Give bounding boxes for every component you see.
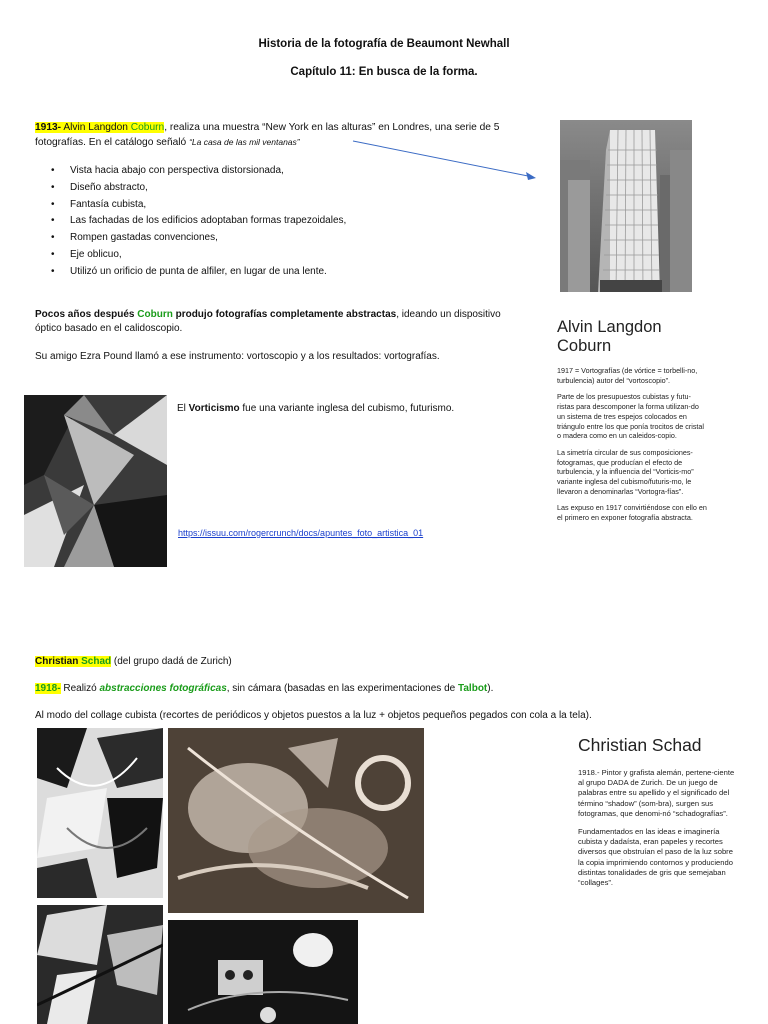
later-text-c: , ideando un dispositivo [396,309,501,320]
list-item: • Diseño abstracto, [35,180,535,197]
sidebar-paragraph: Fundamentados en las ideas e imaginería cubista y dadaísta, eran papeles y recortes diversos que obstruían el paso de la luz sobre la copia imprimiendo contornos y produciendo distintas tonalidades de gris que semejaban “collages”. [578,827,733,888]
schad-group: (del grupo dadá de Zurich) [111,656,232,667]
coburn-last-name: Coburn [130,122,165,133]
sidebar-paragraph: La simetría circular de sus composiciones-fotogramas, que producían el efecto de turbulencia, y la influencia del “Vorticis-mo” variante inglesa del cubismo/futuris-mo, le llevaron a denominarlas “Vortogra-fías”. [557,447,694,496]
vorticism-term: Vorticismo [188,403,240,414]
vort-text-a: El [177,403,189,414]
coburn-skyscraper-photo [560,120,692,292]
schad-collage-line: Al modo del collage cubista (recortes de periódicos y objetos puestos a la luz + objetos pequeños pegados con cola a la tela). [35,710,592,721]
later-coburn-name: Coburn [137,309,173,320]
pound-paragraph: Su amigo Ezra Pound llamó a ese instrumento: vortoscopio y a los resultados: vortografías. [35,351,440,362]
coburn-characteristics-list [35,163,535,281]
schadograph-photo-4 [168,920,358,1024]
schad-first-name: Christian [35,656,79,667]
list-item: • Utilizó un orificio de punta de alfiler, en lugar de una lente. [35,264,535,281]
list-item: • Vista hacia abajo con perspectiva distorsionada, [35,163,535,180]
coburn-sidebar [557,318,707,530]
schad-sidebar-heading: Christian Schad [578,735,702,755]
list-item: • Fantasía cubista, [35,197,535,214]
coburn-abstract-paragraph [35,308,535,336]
sidebar-body [557,366,707,523]
later-text-a: Pocos años después [35,309,138,320]
vorticism-paragraph [177,402,537,416]
list-item: • Rompen gastadas convenciones, [35,230,535,247]
list-item: • Las fachadas de los edificios adoptaban formas trapezoidales, [35,213,535,230]
talbot-name: Talbot [458,683,488,694]
sidebar-paragraph: 1918.- Pintor y grafista alemán, pertene-ciente al grupo DADA de Zurich. De un juego de palabras entre su apellido y el significado del término “shadow” (som-bra), surgen sus fotogramas, que denomi-nó “schadografías”. [578,768,735,818]
chapter-title: Capítulo 11: En busca de la forma. [290,66,478,78]
schad-1918-line [35,682,655,696]
sidebar-heading-line1: Alvin Langdon [557,318,662,336]
coburn-year: 1913- [35,122,62,133]
schadograph-photo-2 [168,728,424,913]
list-item: • Eje oblicuo, [35,247,535,264]
sidebar-paragraph: Las expuso en 1917 convirtiéndose con ello en el primero en exponer fotografía abstracta. [557,503,707,523]
schad-sidebar [578,736,740,895]
schadograph-photo-1 [37,728,163,898]
vort-text-c: fue una variante inglesa del cubismo, futurismo. [239,403,455,414]
catalog-quote: “La casa de las mil ventanas” [189,137,300,147]
schad-abstracciones: abstracciones fotográficas [99,683,227,694]
schad-last-name: Schad [81,656,112,667]
schad-heading-line [35,655,635,669]
sidebar-heading-line2: Coburn [557,337,612,355]
sidebar-paragraph: Parte de los presupuestos cubistas y futu-ristas para descomponer la forma utilizan-do un sistema de tres espejos colocados en triángulo entre los que ponía trocitos de cristal o madera como en un caleidos-copio. [557,392,705,441]
vortograph-photo [24,395,167,567]
coburn-catalog-line: fotografías. En el catálogo señaló [35,137,187,148]
schad-sin-camara: , sin cámara (basadas en las experimentaciones de [226,683,458,694]
document-title: Historia de la fotografía de Beaumont Newhall [258,38,510,50]
schad-sidebar-body [578,768,740,888]
schad-year: 1918- [35,683,61,694]
issuu-link[interactable]: https://issuu.com/rogercrunch/docs/apuntes_foto_artistica_01 [178,528,424,538]
later-text-line2: óptico basado en el calidoscopio. [35,323,183,334]
sidebar-paragraph: 1917 = Vortografías (de vórtice = torbelli-no, turbulencia) autor del “vortoscopio”. [557,366,698,385]
schad-realizo: Realizó [60,683,100,694]
coburn-first-name: Alvin Langdon [63,122,128,133]
schadograph-photo-3 [37,905,163,1024]
coburn-intro-rest: , realiza una muestra “New York en las alturas” en Londres, una serie de 5 [164,122,500,133]
schad-close: ). [487,683,494,694]
sidebar-heading [557,318,707,356]
later-text-b: produjo fotografías completamente abstractas [172,309,397,320]
